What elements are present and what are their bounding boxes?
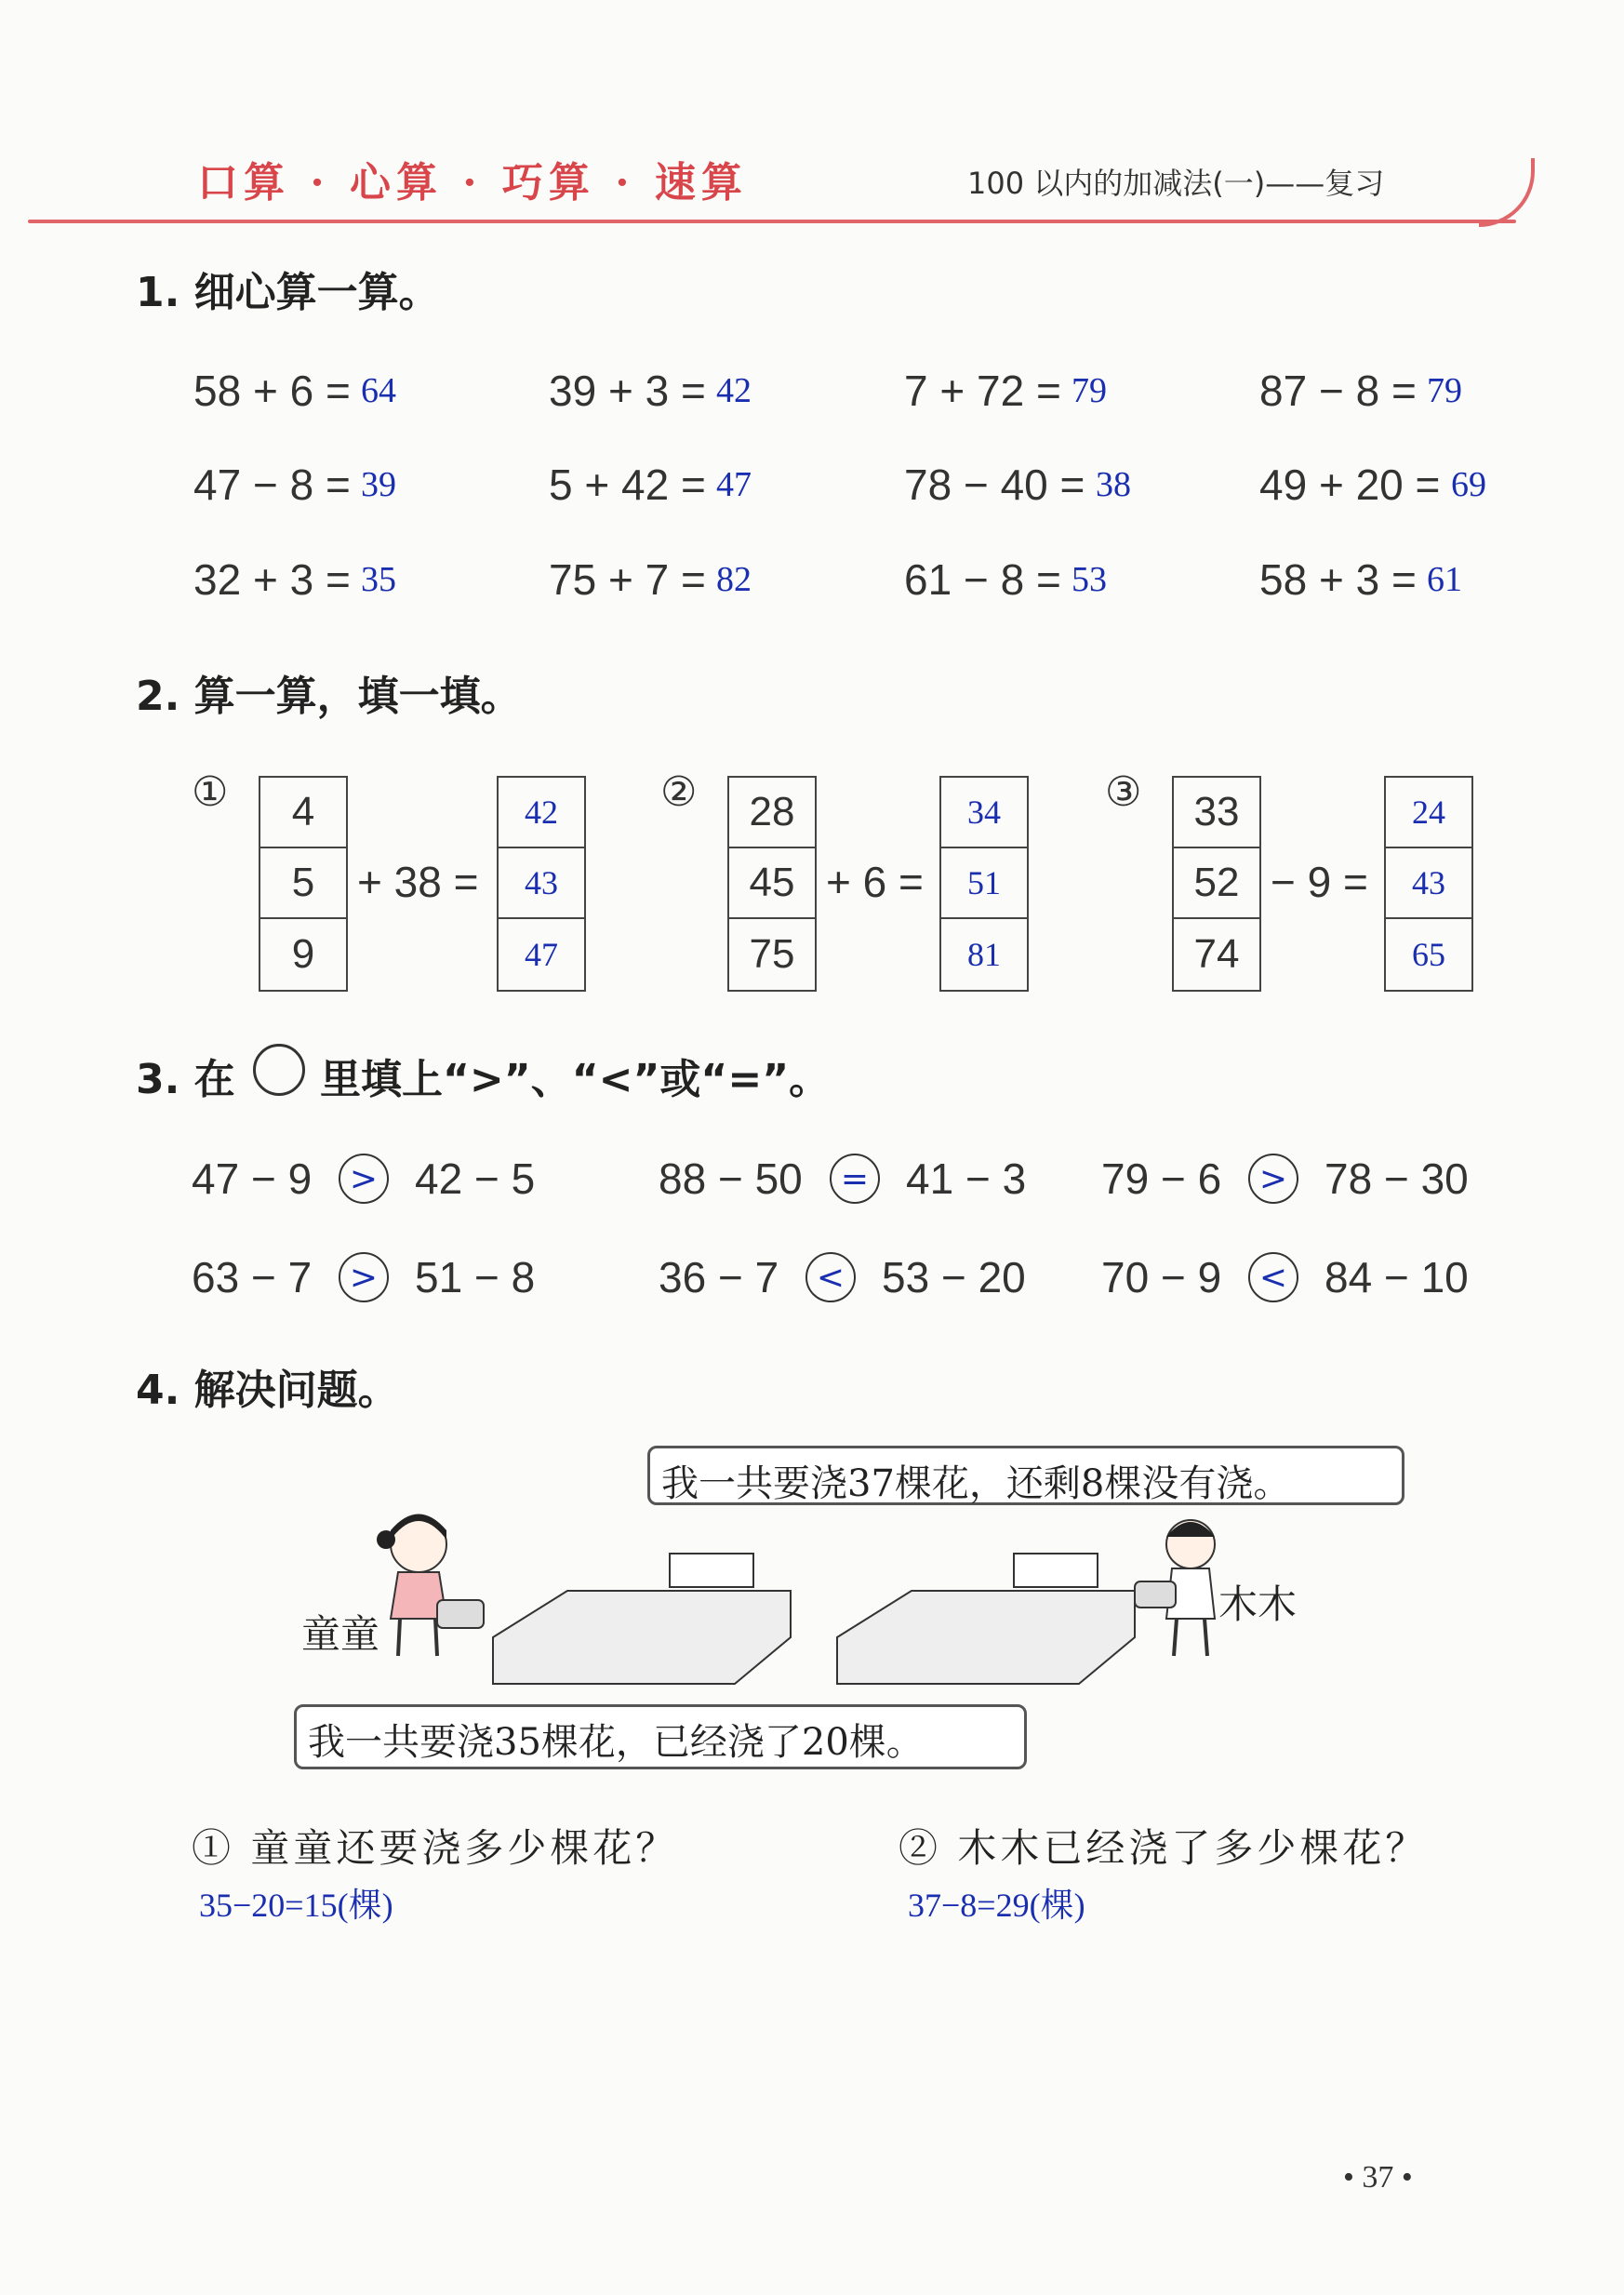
exercise-expression: 75 + 7 = (549, 555, 706, 604)
flower-bed-right (837, 1554, 1135, 1684)
compare-right: 51 − 8 (415, 1253, 536, 1301)
group-number: ② (660, 768, 698, 816)
output-column (497, 776, 586, 992)
section-3-title-a: 3. 在 (136, 1056, 235, 1103)
compare-right: 84 − 10 (1324, 1253, 1469, 1301)
answer-1: 35−20=15(棵) (199, 1887, 393, 1924)
compare-sign: < (805, 1252, 856, 1302)
compare-left: 88 − 50 (659, 1154, 803, 1203)
compare-left: 36 − 7 (659, 1253, 779, 1301)
compare-sign: > (1248, 1154, 1298, 1204)
exercise-answer: 79 (1072, 371, 1107, 410)
operation-label: + 38 = (357, 858, 479, 906)
question-1: ① 童童还要浇多少棵花？ (192, 1825, 679, 1871)
input-column (1172, 776, 1261, 992)
exercise-expression: 61 − 8 = (904, 555, 1061, 604)
output-cell: 42 (499, 778, 584, 848)
output-cell: 34 (941, 778, 1027, 848)
exercise-answer: 38 (1096, 465, 1131, 504)
output-column (939, 776, 1029, 992)
input-cell: 5 (260, 848, 346, 919)
question-2: ② 木木已经浇了多少棵花？ (899, 1825, 1429, 1871)
answer-2: 37−8=29(棵) (908, 1887, 1085, 1924)
header-right-title: 100 以内的加减法(一)——复习 (967, 166, 1385, 201)
group-number: ① (192, 768, 229, 816)
exercise-answer: 47 (716, 465, 752, 504)
compare-right: 41 − 3 (906, 1154, 1027, 1203)
exercise-expression: 58 + 6 = (193, 367, 351, 415)
exercise-answer: 82 (716, 560, 752, 599)
exercise-answer: 69 (1451, 465, 1486, 504)
input-cell: 74 (1193, 931, 1240, 977)
exercise-expression: 39 + 3 = (549, 367, 706, 415)
compare-left: 70 − 9 (1101, 1253, 1222, 1301)
header-rule (28, 220, 1516, 223)
input-cell: 75 (749, 931, 795, 977)
input-cell: 9 (291, 931, 315, 977)
exercise-expression: 49 + 20 = (1259, 460, 1441, 509)
flower-bed-illustration (298, 1498, 1302, 1712)
input-cell: 4 (260, 778, 346, 848)
input-cell: 33 (1174, 778, 1259, 848)
input-column (727, 776, 817, 992)
flower-bed-left (493, 1554, 791, 1684)
page-number: • 37 • (1343, 2160, 1413, 2195)
exercise-answer: 79 (1427, 371, 1462, 410)
speech-bubble-girl: 我一共要浇35棵花，已经浇了20棵。 (294, 1704, 1027, 1769)
output-cell: 65 (1412, 936, 1445, 973)
boy-figure (1135, 1520, 1215, 1656)
section-3-title-b: 里填上“>”、“<”或“=”。 (320, 1056, 831, 1103)
girl-figure (377, 1514, 484, 1657)
compare-left: 63 − 7 (192, 1253, 313, 1301)
section-1-title: 1. 细心算一算。 (136, 269, 440, 316)
input-cell: 52 (1174, 848, 1259, 919)
exercise-answer: 64 (361, 371, 396, 410)
exercise-answer: 53 (1072, 560, 1107, 599)
compare-sign: < (1248, 1252, 1298, 1302)
output-cell: 47 (525, 936, 558, 973)
output-cell: 43 (499, 848, 584, 919)
exercise-expression: 32 + 3 = (193, 555, 351, 604)
exercise-expression: 87 − 8 = (1259, 367, 1417, 415)
compare-left: 79 − 6 (1101, 1154, 1222, 1203)
compare-left: 47 − 9 (192, 1154, 313, 1203)
output-cell: 43 (1386, 848, 1471, 919)
exercise-answer: 39 (361, 465, 396, 504)
exercise-answer: 42 (716, 371, 752, 410)
compare-sign: = (830, 1154, 880, 1204)
speech-bubble-boy: 我一共要浇37棵花，还剩8棵没有浇。 (647, 1446, 1404, 1505)
header-rule-curve (1479, 158, 1535, 227)
boy-name-label: 木木 (1218, 1581, 1298, 1627)
girl-name-label: 童童 (301, 1611, 380, 1657)
input-column (259, 776, 348, 992)
output-cell: 51 (941, 848, 1027, 919)
group-number: ③ (1105, 768, 1142, 816)
header-left-title: 口算 · 心算 · 巧算 · 速算 (197, 159, 748, 207)
compare-right: 42 − 5 (415, 1154, 536, 1203)
section-4-title: 4. 解决问题。 (136, 1367, 399, 1414)
output-cell: 81 (967, 936, 1001, 973)
exercise-answer: 35 (361, 560, 396, 599)
exercise-answer: 61 (1427, 560, 1462, 599)
exercise-expression: 47 − 8 = (193, 460, 351, 509)
operation-label: + 6 = (826, 858, 924, 906)
exercise-expression: 78 − 40 = (904, 460, 1085, 509)
section-2-title: 2. 算一算，填一填。 (136, 673, 522, 720)
compare-sign: > (339, 1154, 389, 1204)
empty-circle-icon (253, 1044, 305, 1096)
compare-right: 53 − 20 (882, 1253, 1026, 1301)
compare-sign: > (339, 1252, 389, 1302)
exercise-expression: 58 + 3 = (1259, 555, 1417, 604)
exercise-expression: 7 + 72 = (904, 367, 1061, 415)
exercise-expression: 5 + 42 = (549, 460, 706, 509)
output-cell: 24 (1386, 778, 1471, 848)
input-cell: 45 (729, 848, 815, 919)
input-cell: 28 (729, 778, 815, 848)
compare-right: 78 − 30 (1324, 1154, 1469, 1203)
operation-label: − 9 = (1271, 858, 1368, 906)
output-column (1384, 776, 1473, 992)
